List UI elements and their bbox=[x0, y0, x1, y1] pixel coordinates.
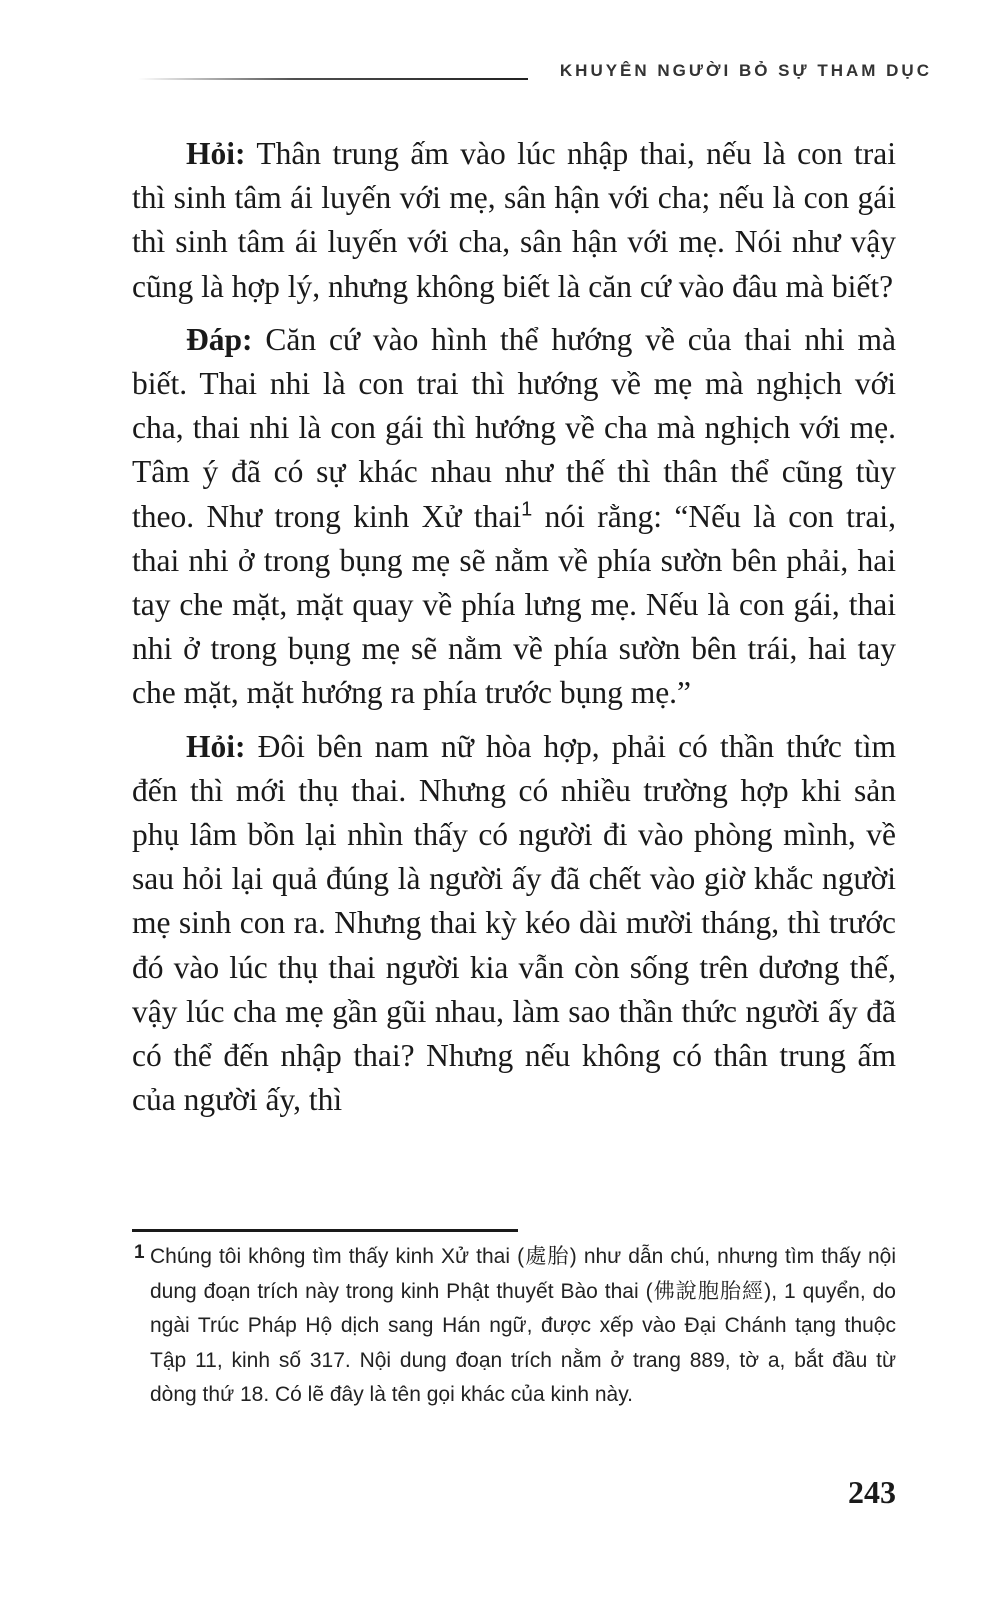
question-label: Hỏi: bbox=[186, 728, 246, 764]
paragraph-text: Đôi bên nam nữ hòa hợp, phải có thần thức tìm đến thì mới thụ thai. Nhưng có nhiều trường hợp khi sản phụ lâm bồn lại nhìn thấy có người đi vào phòng mình, về sau hỏi lại quả đúng là người ấy đã chết vào giờ khắc người mẹ sinh con ra. Nhưng thai kỳ kéo dài mười tháng, thì trước đó vào lúc thụ thai người kia vẫn còn sống trên dương thế, vậy lúc cha mẹ gần gũi nhau, làm sao thần thức người ấy đã có thể đến nhập thai? Nhưng nếu không có thân trung ấm của người ấy, thì bbox=[132, 728, 896, 1118]
page-header bbox=[138, 58, 932, 88]
paragraph-question-1 bbox=[132, 132, 896, 309]
footnote-reference[interactable]: 1 bbox=[521, 498, 533, 521]
page-number: 243 bbox=[848, 1474, 896, 1510]
running-head: KHUYÊN NGƯỜI BỎ SỰ THAM DỤC bbox=[559, 61, 932, 80]
paragraph-question-2 bbox=[132, 725, 896, 1123]
footnote-divider bbox=[132, 1229, 518, 1232]
footnote-number: 1 bbox=[134, 1242, 145, 1263]
paragraph-text: Căn cứ vào hình thể hướng về của thai nhi mà biết. Thai nhi là con trai thì hướng về mẹ mà nghịch với cha, thai nhi là con gái thì hướng về cha mà nghịch với mẹ. Tâm ý đã có sự khác nhau như thế thì thân thể cũng tùy theo. Như trong kinh Xử thai bbox=[132, 321, 896, 534]
answer-label: Đáp: bbox=[186, 321, 253, 357]
paragraph-text: Thân trung ấm vào lúc nhập thai, nếu là con trai thì sinh tâm ái luyến với mẹ, sân hận với cha; nếu là con gái thì sinh tâm ái luyến với cha, sân hận với mẹ. Nói như vậy cũng là hợp lý, nhưng không biết là căn cứ vào đâu mà biết? bbox=[132, 136, 896, 304]
footnote-text: Chúng tôi không tìm thấy kinh Xử thai (處胎) như dẫn chú, nhưng tìm thấy nội dung đoạn trích này trong kinh Phật thuyết Bào thai (佛說胞胎經), 1 quyển, do ngài Trúc Pháp Hộ dịch sang Hán ngữ, được xếp vào Đại Chánh tạng thuộc Tập 11, kinh số 317. Nội dung đoạn trích nằm ở trang 889, tờ a, bắt đầu từ dòng thứ 18. Có lẽ đây là tên gọi khác của kinh này. bbox=[150, 1245, 896, 1406]
paragraph-answer-1 bbox=[132, 318, 896, 716]
paragraph-text: nói rằng: “Nếu là con trai, thai nhi ở trong bụng mẹ sẽ nằm về phía sườn bên phải, hai tay che mặt, mặt quay về phía lưng mẹ. Nếu là con gái, thai nhi ở trong bụng mẹ sẽ nằm về phía sườn bên trái, hai tay che mặt, mặt hướng ra phía trước bụng mẹ.” bbox=[132, 498, 897, 711]
question-label: Hỏi: bbox=[186, 136, 246, 171]
footnote bbox=[132, 1240, 896, 1413]
main-text bbox=[132, 132, 896, 1131]
header-rule bbox=[138, 78, 528, 80]
